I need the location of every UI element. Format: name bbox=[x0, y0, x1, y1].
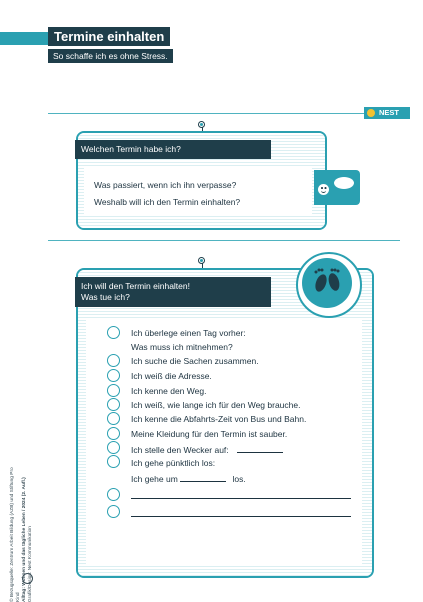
checkbox-10[interactable] bbox=[107, 488, 120, 501]
checklist-item: Ich weiß die Adresse. bbox=[131, 371, 212, 381]
imprint-line-1: © Bezugsquelle: Zentrum Arbeit Bildung (AZB) und Stiftung Pro Kind bbox=[10, 467, 21, 602]
question-1: Was passiert, wenn ich ihn verpasse? bbox=[94, 180, 237, 190]
checklist-item: Meine Kleidung für den Termin ist sauber. bbox=[131, 429, 288, 439]
imprint-line-3: Grafik/Design: Nest Kommunikation bbox=[28, 526, 33, 602]
footprints-badge bbox=[296, 252, 362, 318]
checklist-item-alarm bbox=[131, 443, 283, 455]
question-card-heading: Welchen Termin habe ich? bbox=[75, 140, 271, 159]
checkbox-4[interactable] bbox=[107, 384, 120, 397]
alarm-label: Ich stelle den Wecker auf: bbox=[131, 445, 229, 455]
checkbox-3[interactable] bbox=[107, 369, 120, 382]
nest-badge bbox=[364, 107, 410, 119]
nest-label: NEST bbox=[379, 108, 400, 117]
checklist-item-departure bbox=[131, 472, 246, 484]
checklist-heading bbox=[75, 277, 271, 307]
footprints-icon bbox=[302, 258, 352, 308]
checklist-item: Ich kenne den Weg. bbox=[131, 386, 207, 396]
checkbox-1[interactable] bbox=[107, 326, 120, 339]
checkbox-5[interactable] bbox=[107, 398, 120, 411]
checkbox-2[interactable] bbox=[107, 354, 120, 367]
publisher-logo-icon bbox=[22, 573, 33, 584]
imprint-line-2: Alltag: Wohnen und das tägliche Leben / 2024 (2. Aufl.) bbox=[22, 477, 27, 602]
pin-icon bbox=[198, 121, 205, 128]
departure-time-field[interactable] bbox=[180, 472, 226, 482]
pin-icon-2 bbox=[198, 257, 205, 264]
checkbox-9[interactable] bbox=[107, 455, 120, 468]
departure-suffix: los. bbox=[232, 474, 246, 484]
checklist-item: Ich kenne die Abfahrts-Zeit von Bus und Bahn. bbox=[131, 414, 307, 424]
page-title: Termine einhalten bbox=[48, 27, 170, 46]
checkbox-8[interactable] bbox=[107, 441, 120, 454]
checklist-item: Ich weiß, wie lange ich für den Weg brauche. bbox=[131, 400, 301, 410]
sun-icon bbox=[367, 109, 375, 117]
free-entry-line-2[interactable] bbox=[131, 516, 351, 517]
alarm-time-field[interactable] bbox=[237, 443, 283, 453]
speech-tab bbox=[314, 170, 360, 205]
checkbox-7[interactable] bbox=[107, 427, 120, 440]
checkbox-6[interactable] bbox=[107, 412, 120, 425]
checkbox-11[interactable] bbox=[107, 505, 120, 518]
free-entry-line-1[interactable] bbox=[131, 498, 351, 499]
smiley-icon bbox=[318, 184, 329, 195]
checklist-item: Ich überlege einen Tag vorher: bbox=[131, 328, 246, 338]
checklist-item: Ich gehe pünktlich los: bbox=[131, 458, 216, 468]
page-subtitle: So schaffe ich es ohne Stress. bbox=[48, 49, 173, 63]
checklist-item: Ich suche die Sachen zusammen. bbox=[131, 356, 259, 366]
checklist-heading-line2: Was tue ich? bbox=[81, 292, 130, 302]
divider-middle bbox=[48, 240, 400, 241]
checklist-heading-line1: Ich will den Termin einhalten! bbox=[81, 281, 190, 291]
divider-top bbox=[48, 113, 364, 114]
departure-label: Ich gehe um bbox=[131, 474, 178, 484]
question-2: Weshalb will ich den Termin einhalten? bbox=[94, 197, 241, 207]
speech-bubble-icon bbox=[334, 177, 354, 189]
checklist-item: Was muss ich mitnehmen? bbox=[131, 342, 233, 352]
